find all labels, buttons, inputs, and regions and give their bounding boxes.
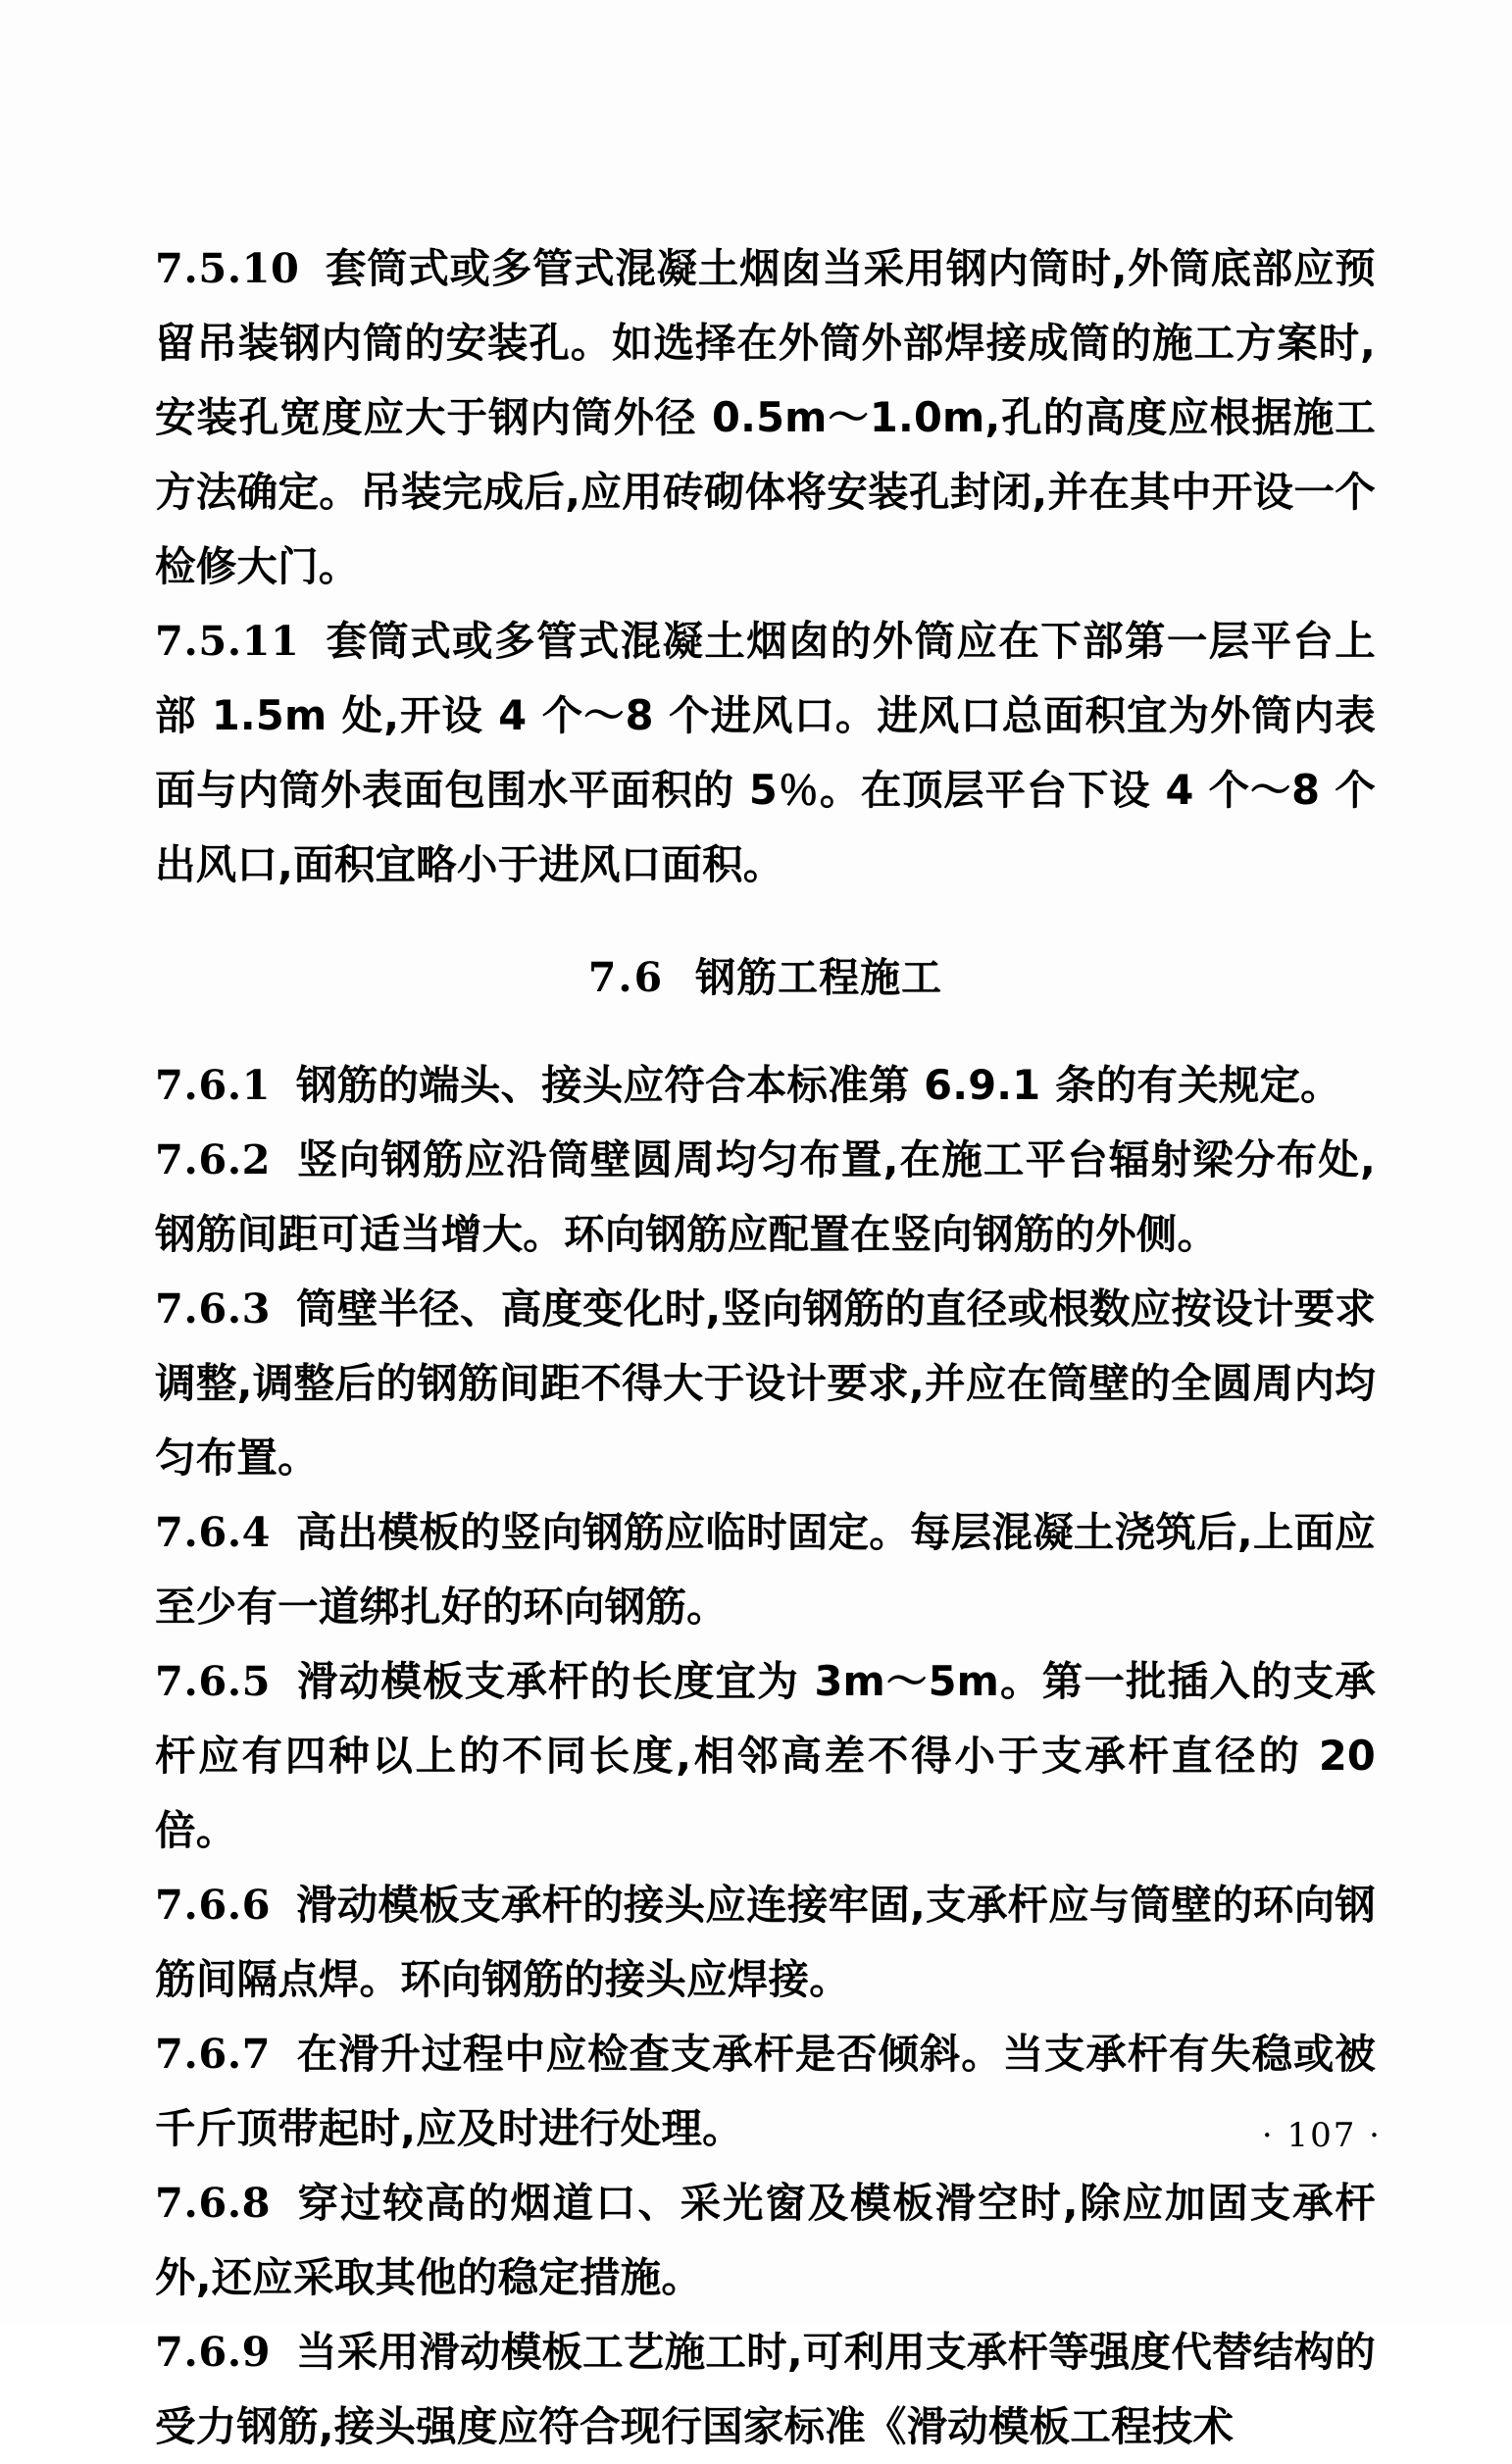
clause-7-6-4 bbox=[155, 1495, 1376, 1644]
clause-text: 竖向钢筋应沿筒壁圆周均匀布置,在施工平台辐射梁分布处,钢筋间距可适当增大。环向钢筋应配置在竖向钢筋的外侧。 bbox=[155, 1135, 1376, 1258]
clause-text: 当采用滑动模板工艺施工时,可利用支承杆等强度代替结构的受力钢筋,接头强度应符合现行国家标准《滑动模板工程技术 bbox=[155, 2328, 1376, 2450]
clause-number: 7.6.3 bbox=[155, 1284, 272, 1333]
clause-7-6-5 bbox=[155, 1644, 1376, 1868]
page-body bbox=[155, 231, 1376, 2464]
clause-7-6-1 bbox=[155, 1048, 1376, 1123]
clause-7-6-9 bbox=[155, 2315, 1376, 2464]
section-title: 钢筋工程施工 bbox=[695, 954, 943, 1001]
clause-number: 7.5.11 bbox=[155, 617, 300, 665]
clause-number: 7.6.7 bbox=[155, 2030, 272, 2078]
clause-number: 7.6.2 bbox=[155, 1135, 272, 1183]
clause-7-6-3 bbox=[155, 1272, 1376, 1495]
clause-number: 7.6.9 bbox=[155, 2328, 272, 2376]
clause-text: 滑动模板支承杆的接头应连接牢固,支承杆应与筒壁的环向钢筋间隔点焊。环向钢筋的接头应焊接。 bbox=[155, 1881, 1376, 2003]
clause-number: 7.6.8 bbox=[155, 2179, 272, 2227]
clause-text: 套筒式或多管式混凝土烟囱当采用钢内筒时,外筒底部应预留吊装钢内筒的安装孔。如选择在外筒外部焊接成筒的施工方案时,安装孔宽度应大于钢内筒外径 0.5m～1.0m,孔的高度应根据施工方法确定。吊装完成后,应用砖砌体将安装孔封闭,并在其中开设一个检修大门。 bbox=[155, 244, 1376, 590]
clause-text: 穿过较高的烟道口、采光窗及模板滑空时,除应加固支承杆外,还应采取其他的稳定措施。 bbox=[155, 2179, 1376, 2301]
clause-text: 在滑升过程中应检查支承杆是否倾斜。当支承杆有失稳或被千斤顶带起时,应及时进行处理。 bbox=[155, 2030, 1376, 2152]
clause-text: 滑动模板支承杆的长度宜为 3m～5m。第一批插入的支承杆应有四种以上的不同长度,相邻高差不得小于支承杆直径的 20 倍。 bbox=[155, 1657, 1376, 1854]
clause-7-6-6 bbox=[155, 1868, 1376, 2017]
clause-7-6-7 bbox=[155, 2017, 1376, 2166]
clause-number: 7.6.6 bbox=[155, 1881, 272, 1929]
clause-number: 7.6.5 bbox=[155, 1657, 272, 1705]
clause-number: 7.6.1 bbox=[155, 1061, 272, 1109]
clause-text: 筒壁半径、高度变化时,竖向钢筋的直径或根数应按设计要求调整,调整后的钢筋间距不得大于设计要求,并应在筒壁的全圆周内均匀布置。 bbox=[155, 1284, 1376, 1482]
clause-7-5-11 bbox=[155, 604, 1376, 902]
clause-text: 钢筋的端头、接头应符合本标准第 6.9.1 条的有关规定。 bbox=[296, 1061, 1341, 1109]
section-number: 7.6 bbox=[587, 954, 665, 1001]
clause-7-6-2 bbox=[155, 1123, 1376, 1272]
clause-text: 高出模板的竖向钢筋应临时固定。每层混凝土浇筑后,上面应至少有一道绑扎好的环向钢筋。 bbox=[155, 1508, 1376, 1631]
clause-7-5-10 bbox=[155, 231, 1376, 604]
clause-number: 7.5.10 bbox=[155, 244, 300, 292]
page-number: · 107 · bbox=[1261, 2116, 1382, 2155]
clause-number: 7.6.4 bbox=[155, 1508, 272, 1556]
section-heading bbox=[155, 945, 1376, 1003]
clause-7-6-8 bbox=[155, 2166, 1376, 2315]
clause-text: 套筒式或多管式混凝土烟囱的外筒应在下部第一层平台上部 1.5m 处,开设 4 个～8 个进风口。进风口总面积宜为外筒内表面与内筒外表面包围水平面积的 5％。在顶层平台下设 4 个～8 个出风口,面积宜略小于进风口面积。 bbox=[155, 617, 1376, 888]
